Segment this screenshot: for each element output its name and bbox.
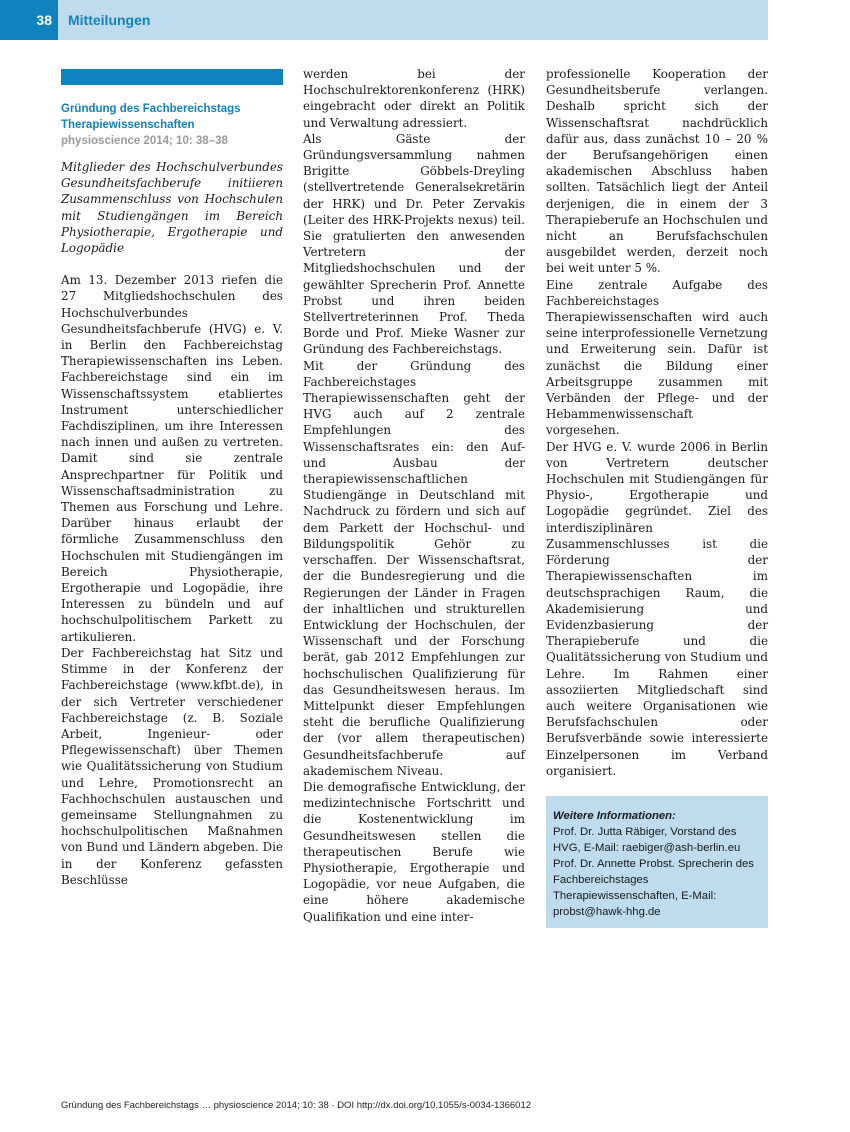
paragraph: Der HVG e. V. wurde 2006 in Berlin von Vertretern deutscher Hochschulen mit Studiengängen für Physio-, Ergotherapie und Logopädie gegründet. Ziel des interdisziplinären Zusammenschlusses ist die Förderung der Therapiewissenschaften im deutschsprachigen Raum, die Akademisierung und Evidenzbasierung der Therapieberufe und die Qualitätssicherung von Studium und Lehre. Im Rahmen einer assoziierten Mitgliedschaft sind auch weitere Organisationen wie Berufsfachschulen oder Berufsverbände sowie interessierte Einzelpersonen im Verband organisiert. [546, 439, 768, 778]
paragraph: werden bei der Hochschulrektorenkonferenz (HRK) eingebracht oder direkt an Politik und Verwaltung adressiert. [303, 67, 525, 130]
section-title: Mitteilungen [68, 12, 151, 28]
article-title: Gründung des Fachbereichstags Therapiewissenschaften [61, 103, 241, 131]
article-citation: physioscience 2014; 10: 38–38 [61, 135, 228, 147]
article-lead: Mitglieder des Hochschulverbundes Gesundheitsfachberufe initiieren Zusammenschluss von Hochschulen mit Studiengängen im Bereich Physiotherapie, Ergotherapie und Logopädie [61, 160, 283, 256]
paragraph: Am 13. Dezember 2013 riefen die 27 Mitgliedshochschulen des Hochschulverbundes Gesundheitsfachberufe (HVG) e. V. in Berlin den Fachbereichstag Therapiewissenschaften ins Leben. Fachbereichstage sind ein im Wissenschaftssystem etabliertes Instrument unterschiedlicher Fachdisziplinen, um ihre Interessen nach innen und außen zu vertreten. Damit sind sie zentrale Ansprechpartner für Politik und Wissenschaftsadministration zu Themen aus Forschung und Lehre. Darüber hinaus erlaubt der förmliche Zusammenschluss den Hochschulen mit Studiengängen im Bereich Physiotherapie, Ergotherapie und Logopädie, ihre Interessen zu bündeln und auf hochschulpolitischem Parkett zu artikulieren. [61, 273, 283, 644]
column-3 [546, 66, 768, 928]
info-box-contact: Prof. Dr. Annette Probst. Sprecherin des Fachbereichstages Therapiewissenschaften, E-Mail: probst@hawk-hhg.de [553, 857, 754, 918]
paragraph: Mit der Gründung des Fachbereichstages Therapiewissenschaften geht der HVG auch auf 2 zentrale Empfehlungen des Wissenschaftsrates ein: den Auf- und Ausbau der therapiewissenschaftlichen Studiengänge in Deutschland mit Nachdruck zu fördern und sich auf dem Parkett der Hochschul- und Bildungspolitik Gehör zu verschaffen. Der Wissenschaftsrat, der die Bundesregierung und die Regierungen der Länder in Fragen der inhaltlichen und strukturellen Entwicklung der Hochschulen, der Wissenschaft und der Forschung berät, gab 2012 Empfehlungen zur hochschulischen Qualifizierung für das Gesundheitswesen heraus. Im Mittelpunkt dieser Empfehlungen steht die berufliche Qualifizierung der (vor allem therapeutischen) Gesundheitsfachberufe auf akademischem Niveau. [303, 358, 525, 778]
title-bar-decoration [61, 69, 283, 85]
column-1 [61, 69, 283, 888]
info-box [546, 796, 768, 928]
page-number: 38 [0, 0, 58, 40]
paragraph: professionelle Kooperation der Gesundheitsberufe verlangen. Deshalb spricht sich der Wissenschaftsrat nachdrücklich dafür aus, dass zunächst 10 – 20 % der Berufsangehörigen einen akademischen Abschluss haben sollten. Tatsächlich liegt der Anteil derjenigen, die in einem der 3 Therapieberufe an Hochschulen und nicht an Berufsfachschulen ausgebildet werden, derzeit noch bei weit unter 5 %. [546, 67, 768, 276]
paragraph: Eine zentrale Aufgabe des Fachbereichstages Therapiewissenschaften wird auch seine interprofessionelle Vernetzung und Erweiterung sein. Dafür ist zunächst die Bildung einer Arbeitsgruppe zusammen mit Verbänden der Pflege- und der Hebammenwissenschaft vorgesehen. [546, 277, 768, 438]
page-footer: Gründung des Fachbereichstags … physioscience 2014; 10: 38 · DOI http://dx.doi.org/10.1055/s-0034-1366012 [61, 1100, 532, 1111]
paragraph: Als Gäste der Gründungsversammlung nahmen Brigitte Göbbels-Dreyling (stellvertretende Generalsekretärin der HRK) und Dr. Peter Zervakis (Leiter des HRK-Projekts nexus) teil. Sie gratulierten den anwesenden Vertretern der Mitgliedshochschulen und der gewählter Sprecherin Prof. Annette Probst und ihren beiden Stellvertreterinnen Prof. Theda Borde und Prof. Mieke Wasner zur Gründung des Fachbereichstags. [303, 131, 525, 357]
column-2 [303, 66, 525, 925]
info-box-contact: Prof. Dr. Jutta Räbiger, Vorstand des HVG, E-Mail: raebiger@ash-berlin.eu [553, 825, 741, 854]
page-header [0, 0, 768, 40]
paragraph: Die demografische Entwicklung, der medizintechnische Fortschritt und die Kostenentwicklung im Gesundheitswesen stellen die therapeutischen Berufe wie Physiotherapie, Ergotherapie und Logopädie, vor neue Aufgaben, die eine höhere akademische Qualifikation und eine inter- [303, 779, 525, 924]
info-box-heading: Weitere Informationen: [553, 809, 676, 822]
paragraph: Der Fachbereichstag hat Sitz und Stimme in der Konferenz der Fachbereichstage (www.kfbt.de), in der sich Vertreter verschiedener Fachbereichstage (z. B. Soziale Arbeit, Ingenieur- oder Pflegewissenschaft) über Themen wie Qualitätssicherung von Studium und Lehre, Promotionsrecht an Fachhochschulen austauschen und gemeinsame Stellungnahmen zu hochschulpolitischen Maßnahmen von Bund und Ländern abgeben. Die in der Konferenz gefassten Beschlüsse [61, 645, 283, 887]
